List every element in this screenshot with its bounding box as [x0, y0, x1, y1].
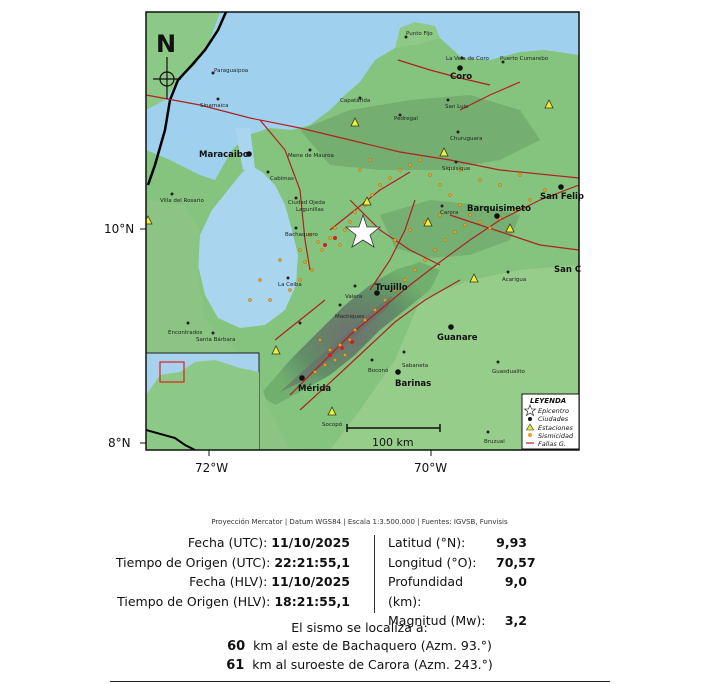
bottom-rule	[110, 681, 610, 682]
city-label-maracaibo: Maracaibo	[199, 150, 249, 160]
city-label-la-ceiba: La Ceiba	[278, 282, 302, 288]
city-label-bocono: Boconó	[368, 368, 389, 374]
legend-ciudades: Ciudades	[538, 415, 569, 423]
city-label-machiques: Machiques	[335, 314, 365, 320]
ref-text: km al este de Bachaquero (Azm. 93.°)	[253, 638, 492, 653]
north-label: N	[156, 30, 177, 58]
info-label: Tiempo de Origen (UTC):	[115, 554, 271, 570]
info-row	[116, 553, 350, 573]
legend-ciudades-symbol	[528, 417, 532, 421]
city-label-paraguaipoa: Paraguaipoa	[214, 68, 249, 74]
info-value: 3,2	[504, 613, 527, 628]
info-row	[388, 572, 527, 611]
city-label-siquisique: Siquisique	[442, 166, 471, 172]
city-label-socopo: Socopó	[322, 422, 343, 428]
city-label-pedregal: Pedregal	[394, 116, 418, 122]
location-info	[388, 533, 536, 631]
info-row	[116, 592, 350, 612]
lat-label-10n: 10°N	[104, 222, 135, 236]
location-ref	[0, 656, 719, 675]
city-label-carora: Carora	[440, 210, 459, 216]
city-label-trujillo: Trujillo	[375, 283, 408, 293]
scale-label: 100 km	[372, 436, 414, 449]
info-divider	[374, 535, 375, 613]
info-value: 11/10/2025	[271, 535, 350, 550]
city-label-valera: Valera	[345, 294, 363, 300]
info-row	[388, 533, 527, 553]
city-label-lagunillas: Lagunillas	[296, 207, 324, 213]
city-label-ciudad-ojeda: Ciudad Ojeda	[288, 200, 326, 206]
city-label-sinamaica: Sinamaica	[200, 103, 229, 109]
city-label-barquisimeto: Barquisimeto	[467, 204, 531, 214]
map-legend	[522, 394, 579, 449]
city-label-villa-rosario: Villa del Rosario	[160, 198, 204, 204]
city-label-guanare: Guanare	[437, 333, 478, 343]
city-label-churuguara: Churuguara	[450, 136, 483, 142]
ref-distance: 60	[227, 639, 246, 654]
info-value: 11/10/2025	[271, 574, 350, 589]
legend-title: LEYENDA	[530, 397, 567, 405]
info-label: Latitud (°N):	[388, 535, 466, 550]
city-label-sabaneta: Sabaneta	[402, 363, 429, 369]
city-label-san-luis: San Luis	[445, 104, 468, 110]
city-label-cumarebo: Puerto Cumarebo	[500, 56, 549, 62]
info-value: 9,93	[496, 535, 527, 550]
info-value: 70,57	[496, 554, 536, 570]
info-label: Profundidad (km):	[388, 574, 464, 609]
info-value: 18:21:55,1	[274, 593, 350, 609]
info-row	[116, 533, 350, 553]
city-label-merida: Mérida	[298, 384, 332, 394]
time-info	[116, 533, 350, 611]
ref-text: km al suroeste de Carora (Azm. 243.°)	[252, 657, 493, 672]
legend-sismicidad-symbol	[528, 433, 532, 437]
reference-locations	[0, 619, 719, 675]
city-label-mene: Mene de Mauroa	[288, 153, 334, 159]
city-label-cabimas: Cabimas	[270, 176, 294, 182]
location-intro: El sismo se localiza a:	[291, 620, 428, 635]
projection-note: Proyección Mercator | Datum WGS84 | Escala 1:3.500.000 | Fuentes: IGVSB, Funvisis	[211, 518, 508, 526]
info-label: Fecha (UTC):	[187, 535, 268, 550]
city-label-bachaquero: Bachaquero	[285, 232, 318, 238]
legend-estaciones: Estaciones	[538, 424, 573, 432]
lon-label-70w: 70°W	[414, 461, 448, 475]
city-label-san-felipe: San Felip	[540, 192, 585, 202]
ref-distance: 61	[226, 658, 245, 673]
city-label-coro: Coro	[450, 72, 473, 82]
info-value: 22:21:55,1	[274, 554, 350, 570]
city-label-punto-fijo: Punto Fijo	[406, 31, 433, 37]
info-row	[388, 553, 536, 573]
city-label-san-c: San C	[554, 265, 582, 275]
legend-epicentro: Epicentro	[538, 407, 569, 415]
info-row	[116, 572, 350, 592]
city-label-bruzual: Bruzual	[484, 439, 505, 445]
info-label: Magnitud (Mw):	[388, 613, 486, 628]
city-label-barinas: Barinas	[395, 379, 432, 389]
info-label: Fecha (HLV):	[189, 574, 268, 589]
info-label: Tiempo de Origen (HLV):	[117, 593, 271, 609]
legend-sismicidad: Sismicidad	[538, 432, 574, 440]
info-value: 9,0	[504, 574, 527, 589]
legend-fallas: Fallas G.	[538, 440, 566, 448]
city-label-acarigua: Acarigua	[502, 277, 527, 283]
city-label-guasdualito: Guasdualito	[492, 369, 525, 375]
city-label-encontrados: Encontrados	[168, 330, 203, 336]
info-label: Longitud (°O):	[388, 554, 477, 570]
city-label-santa-barbara: Santa Bárbara	[196, 337, 236, 343]
lon-label-72w: 72°W	[195, 461, 229, 475]
lat-label-8n: 8°N	[108, 436, 131, 450]
city-label-capatarida: Capatárida	[340, 98, 371, 104]
city-label-la-vela: La Vela de Coro	[446, 56, 489, 62]
location-ref	[0, 637, 719, 656]
